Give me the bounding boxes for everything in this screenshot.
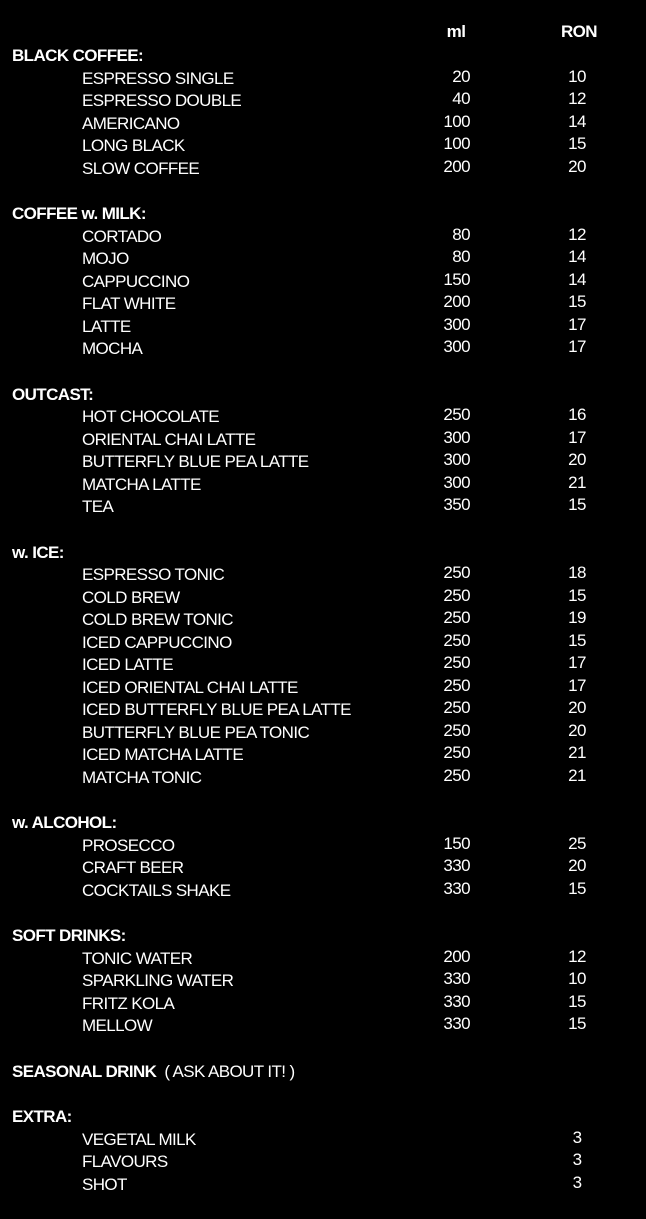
section-title-row xyxy=(0,925,646,948)
section-note: ( ASK ABOUT IT! ) xyxy=(164,1061,295,1081)
menu-item xyxy=(0,857,646,880)
menu-item xyxy=(0,993,646,1016)
item-price-ron: 20 xyxy=(568,450,586,469)
item-name: COCKTAILS SHAKE xyxy=(82,880,231,900)
menu-item xyxy=(0,654,646,677)
section-title: w. ALCOHOL: xyxy=(12,813,117,832)
item-volume-ml: 330 xyxy=(443,856,470,875)
item-price-ron: 15 xyxy=(568,991,586,1011)
menu-item xyxy=(0,948,646,971)
item-name: BUTTERFLY BLUE PEA TONIC xyxy=(82,722,310,742)
item-volume-ml: 100 xyxy=(443,111,470,131)
ml-column-header: ml xyxy=(446,22,466,41)
menu-list xyxy=(0,45,646,1219)
item-price-ron: 15 xyxy=(568,585,586,605)
item-name: PROSECCO xyxy=(82,835,175,855)
item-price-ron: 15 xyxy=(568,630,586,650)
menu-item xyxy=(0,1129,646,1152)
price-column-header: RON xyxy=(561,22,597,41)
menu-item xyxy=(0,609,646,632)
column-header-row xyxy=(0,22,646,44)
item-price-ron: 15 xyxy=(568,292,586,311)
item-volume-ml: 250 xyxy=(443,698,470,717)
item-price-ron: 17 xyxy=(568,427,586,447)
item-name: COLD BREW xyxy=(82,587,180,607)
item-price-ron: 12 xyxy=(568,89,586,108)
item-price-ron: 18 xyxy=(568,563,586,582)
menu-section xyxy=(0,203,646,361)
menu-item xyxy=(0,496,646,519)
item-name: ICED ORIENTAL CHAI LATTE xyxy=(82,677,298,697)
item-price-ron: 15 xyxy=(568,134,586,153)
item-volume-ml: 100 xyxy=(443,134,470,153)
menu-item xyxy=(0,744,646,767)
section-title: OUTCAST: xyxy=(12,384,94,404)
item-name: SPARKLING WATER xyxy=(82,971,234,990)
section-title-row xyxy=(0,1061,646,1084)
item-price-ron: 14 xyxy=(568,111,586,131)
item-volume-ml: 250 xyxy=(443,630,470,650)
item-price-ron: 17 xyxy=(568,675,586,695)
item-volume-ml: 200 xyxy=(443,292,470,311)
item-name: MATCHA LATTE xyxy=(82,474,201,494)
menu-item xyxy=(0,722,646,745)
item-name: ESPRESSO TONIC xyxy=(82,565,225,584)
menu-item xyxy=(0,429,646,452)
item-name: ICED BUTTERFLY BLUE PEA LATTE xyxy=(82,700,351,719)
item-name: FLAT WHITE xyxy=(82,294,176,313)
menu-item xyxy=(0,226,646,249)
item-price-ron: 21 xyxy=(568,765,586,785)
section-title: SEASONAL DRINK xyxy=(12,1061,157,1081)
menu-item xyxy=(0,113,646,136)
item-volume-ml: 330 xyxy=(443,969,470,988)
item-price-ron: 20 xyxy=(568,856,586,875)
item-volume-ml: 20 xyxy=(452,66,470,86)
item-volume-ml: 250 xyxy=(443,563,470,582)
item-price-ron: 15 xyxy=(568,878,586,898)
item-volume-ml: 300 xyxy=(443,427,470,447)
section-title: w. ICE: xyxy=(12,542,64,562)
item-price-ron: 21 xyxy=(568,743,586,762)
menu-item xyxy=(0,587,646,610)
item-volume-ml: 150 xyxy=(443,269,470,289)
menu-item xyxy=(0,451,646,474)
item-price-ron: 17 xyxy=(568,314,586,334)
menu-section xyxy=(0,925,646,1038)
item-volume-ml: 80 xyxy=(452,247,470,266)
menu-item xyxy=(0,699,646,722)
section-title-row xyxy=(0,384,646,407)
item-price-ron: 21 xyxy=(568,472,586,492)
section-title-row xyxy=(0,542,646,565)
menu-item xyxy=(0,338,646,361)
menu-item xyxy=(0,135,646,158)
section-title: EXTRA: xyxy=(12,1107,72,1126)
menu-item xyxy=(0,1151,646,1174)
item-price-ron: 17 xyxy=(568,337,586,356)
item-volume-ml: 250 xyxy=(443,720,470,740)
item-price-ron: 12 xyxy=(568,224,586,244)
item-name: CAPPUCCINO xyxy=(82,271,190,291)
item-price-ron: 12 xyxy=(568,946,586,966)
item-name: LATTE xyxy=(82,316,131,336)
item-name: ICED MATCHA LATTE xyxy=(82,745,244,764)
item-name: HOT CHOCOLATE xyxy=(82,407,220,426)
section-title: COFFEE w. MILK: xyxy=(12,204,146,223)
menu-item xyxy=(0,316,646,339)
menu-item xyxy=(0,406,646,429)
item-price-ron: 20 xyxy=(568,156,586,176)
item-price-ron: 17 xyxy=(568,653,586,672)
item-name: MOJO xyxy=(82,249,129,268)
item-volume-ml: 250 xyxy=(443,765,470,785)
menu-item xyxy=(0,835,646,858)
item-name: MELLOW xyxy=(82,1016,153,1035)
item-name: AMERICANO xyxy=(82,113,180,133)
menu-item xyxy=(0,474,646,497)
item-price-ron: 15 xyxy=(568,1014,586,1033)
item-name: COLD BREW TONIC xyxy=(82,610,233,629)
section-title: SOFT DRINKS: xyxy=(12,926,126,945)
menu-item xyxy=(0,1015,646,1038)
menu-section xyxy=(0,812,646,902)
item-name: ORIENTAL CHAI LATTE xyxy=(82,429,256,449)
menu-item xyxy=(0,248,646,271)
item-volume-ml: 330 xyxy=(443,1014,470,1033)
menu-item xyxy=(0,564,646,587)
item-volume-ml: 200 xyxy=(443,156,470,176)
item-volume-ml: 330 xyxy=(443,991,470,1011)
item-price-ron: 10 xyxy=(568,969,586,988)
item-name: CRAFT BEER xyxy=(82,858,184,877)
item-price-ron: 25 xyxy=(568,833,586,853)
item-price-ron: 20 xyxy=(568,698,586,717)
menu-item xyxy=(0,970,646,993)
item-volume-ml: 150 xyxy=(443,833,470,853)
item-volume-ml: 300 xyxy=(443,337,470,356)
menu-item xyxy=(0,767,646,790)
item-volume-ml: 300 xyxy=(443,314,470,334)
item-name: LONG BLACK xyxy=(82,136,185,155)
item-volume-ml: 200 xyxy=(443,946,470,966)
item-price-ron: 10 xyxy=(568,66,586,86)
item-name: BUTTERFLY BLUE PEA LATTE xyxy=(82,452,309,471)
item-price-ron: 3 xyxy=(572,1127,582,1147)
item-volume-ml: 350 xyxy=(443,495,470,514)
item-volume-ml: 250 xyxy=(443,405,470,424)
item-volume-ml: 250 xyxy=(443,585,470,605)
item-volume-ml: 330 xyxy=(443,878,470,898)
item-volume-ml: 80 xyxy=(452,224,470,244)
menu-section xyxy=(0,384,646,519)
item-price-ron: 14 xyxy=(568,247,586,266)
menu-item xyxy=(0,1174,646,1197)
section-title-row xyxy=(0,1106,646,1129)
section-title-row xyxy=(0,203,646,226)
section-title-row xyxy=(0,45,646,68)
menu-item xyxy=(0,158,646,181)
section-title: BLACK COFFEE: xyxy=(12,46,144,65)
item-volume-ml: 300 xyxy=(443,472,470,492)
item-volume-ml: 40 xyxy=(452,89,470,108)
item-price-ron: 19 xyxy=(568,608,586,627)
item-price-ron: 20 xyxy=(568,720,586,740)
item-volume-ml: 250 xyxy=(443,743,470,762)
menu-section xyxy=(0,542,646,790)
item-name: FRITZ KOLA xyxy=(82,993,175,1013)
item-name: MOCHA xyxy=(82,339,143,358)
item-name: SLOW COFFEE xyxy=(82,158,200,178)
item-name: CORTADO xyxy=(82,226,162,246)
menu-item xyxy=(0,68,646,91)
item-volume-ml: 250 xyxy=(443,653,470,672)
section-title-row xyxy=(0,812,646,835)
item-name: FLAVOURS xyxy=(82,1152,168,1171)
item-price-ron: 14 xyxy=(568,269,586,289)
item-name: VEGETAL MILK xyxy=(82,1129,196,1149)
item-volume-ml: 300 xyxy=(443,450,470,469)
item-price-ron: 3 xyxy=(572,1150,582,1169)
menu-section xyxy=(0,45,646,180)
item-name: TEA xyxy=(82,497,114,516)
menu-item xyxy=(0,293,646,316)
menu-section xyxy=(0,1061,646,1084)
item-price-ron: 16 xyxy=(568,405,586,424)
item-name: ICED CAPPUCCINO xyxy=(82,632,232,652)
menu-item xyxy=(0,677,646,700)
menu-item xyxy=(0,90,646,113)
item-name: MATCHA TONIC xyxy=(82,767,202,787)
item-name: SHOT xyxy=(82,1174,127,1194)
menu-item xyxy=(0,880,646,903)
item-price-ron: 3 xyxy=(572,1172,582,1192)
menu-section xyxy=(0,1106,646,1196)
menu-item xyxy=(0,632,646,655)
menu-item xyxy=(0,271,646,294)
item-name: ESPRESSO DOUBLE xyxy=(82,91,242,110)
item-name: TONIC WATER xyxy=(82,948,193,968)
item-name: ESPRESSO SINGLE xyxy=(82,68,234,88)
item-price-ron: 15 xyxy=(568,495,586,514)
item-volume-ml: 250 xyxy=(443,675,470,695)
item-name: ICED LATTE xyxy=(82,655,173,674)
item-volume-ml: 250 xyxy=(443,608,470,627)
